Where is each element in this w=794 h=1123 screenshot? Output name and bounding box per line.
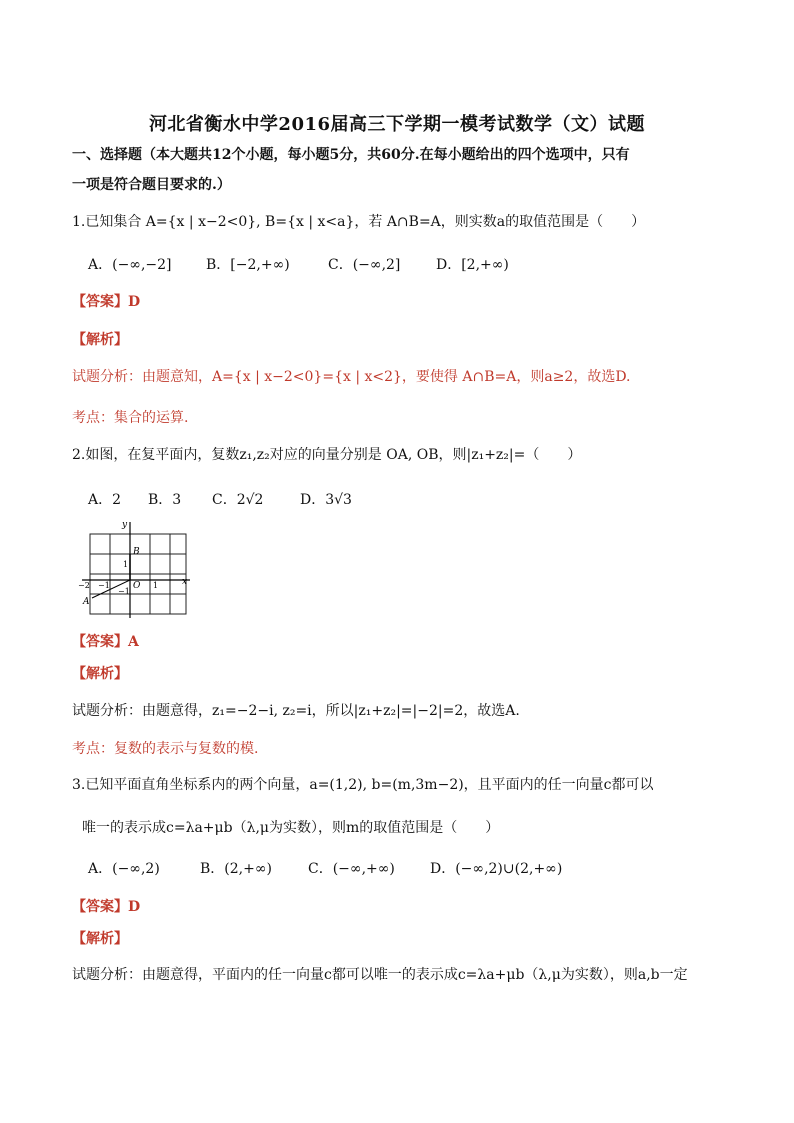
q3-jiexi-label: 【解析】 bbox=[72, 931, 128, 947]
q3-analysis: 试题分析：由题意得，平面内的任一向量c都可以唯一的表示成c=λa+μb（λ,μ为实数），则a,b一定 bbox=[72, 967, 688, 983]
q1-jiexi-label: 【解析】 bbox=[72, 332, 128, 348]
q2-stem: 2.如图，在复平面内，复数z₁,z₂对应的向量分别是 OA, OB，则|z₁+z₂|=（ ） bbox=[72, 447, 582, 463]
fig-label-o: O bbox=[133, 581, 141, 591]
q1-option-d: D．[2,+∞) bbox=[436, 257, 509, 273]
q3-option-c: C．(−∞,+∞) bbox=[308, 861, 395, 877]
q1-kaodian: 考点：集合的运算. bbox=[72, 410, 189, 426]
q3-stem-line1: 3.已知平面直角坐标系内的两个向量，a=(1,2), b=(m,3m−2)，且平面内的任一向量c都可以 bbox=[72, 777, 654, 793]
q3-option-d: D．(−∞,2)∪(2,+∞) bbox=[430, 861, 563, 877]
fig-label-a: A bbox=[83, 597, 90, 607]
q3-stem-line2: 唯一的表示成c=λa+μb（λ,μ为实数），则m的取值范围是（ ） bbox=[82, 820, 500, 836]
q1-answer: 【答案】D bbox=[72, 294, 141, 310]
page-title: 河北省衡水中学2016届高三下学期一模考试数学（文）试题 bbox=[148, 114, 646, 135]
q2-option-c: C．2√2 bbox=[212, 492, 264, 508]
fig-tick-neg1x: −1 bbox=[98, 581, 110, 590]
fig-tick-1x: 1 bbox=[153, 581, 159, 590]
q3-option-a: A．(−∞,2) bbox=[88, 861, 160, 877]
fig-tick-1y: 1 bbox=[123, 560, 129, 569]
fig-label-b: B bbox=[133, 547, 140, 557]
q2-kaodian: 考点：复数的表示与复数的模. bbox=[72, 741, 259, 757]
q1-option-b: B．[−2,+∞) bbox=[206, 257, 290, 273]
fig-tick-neg2x: −2 bbox=[78, 581, 90, 590]
q2-option-a: A．2 bbox=[88, 492, 122, 508]
fig-label-x: x bbox=[182, 577, 188, 587]
q1-option-a: A．(−∞,−2] bbox=[88, 257, 172, 273]
q3-option-b: B．(2,+∞) bbox=[200, 861, 272, 877]
q2-option-d: D．3√3 bbox=[300, 492, 352, 508]
q2-option-b: B．3 bbox=[148, 492, 182, 508]
q3-answer: 【答案】D bbox=[72, 899, 141, 915]
fig-label-y: y bbox=[122, 520, 128, 530]
q2-answer: 【答案】A bbox=[72, 634, 139, 650]
q1-option-c: C．(−∞,2] bbox=[328, 257, 401, 273]
q1-analysis: 试题分析：由题意知，A={x | x−2<0}={x | x<2}，要使得 A∩B=A，则a≥2，故选D. bbox=[72, 369, 631, 385]
q2-analysis: 试题分析：由题意得，z₁=−2−i, z₂=i，所以|z₁+z₂|=|−2|=2，故选A. bbox=[72, 703, 520, 719]
q1-stem: 1.已知集合 A={x | x−2<0}, B={x | x<a}，若 A∩B=A，则实数a的取值范围是（ ） bbox=[72, 214, 646, 230]
q2-jiexi-label: 【解析】 bbox=[72, 666, 128, 682]
fig-tick-neg1y: −1 bbox=[118, 587, 130, 596]
complex-plane-figure bbox=[78, 518, 193, 618]
section-heading-line1: 一、选择题（本大题共12个小题，每小题5分，共60分.在每小题给出的四个选项中，只有 bbox=[72, 147, 630, 163]
section-heading-line2: 一项是符合题目要求的.） bbox=[72, 177, 231, 193]
